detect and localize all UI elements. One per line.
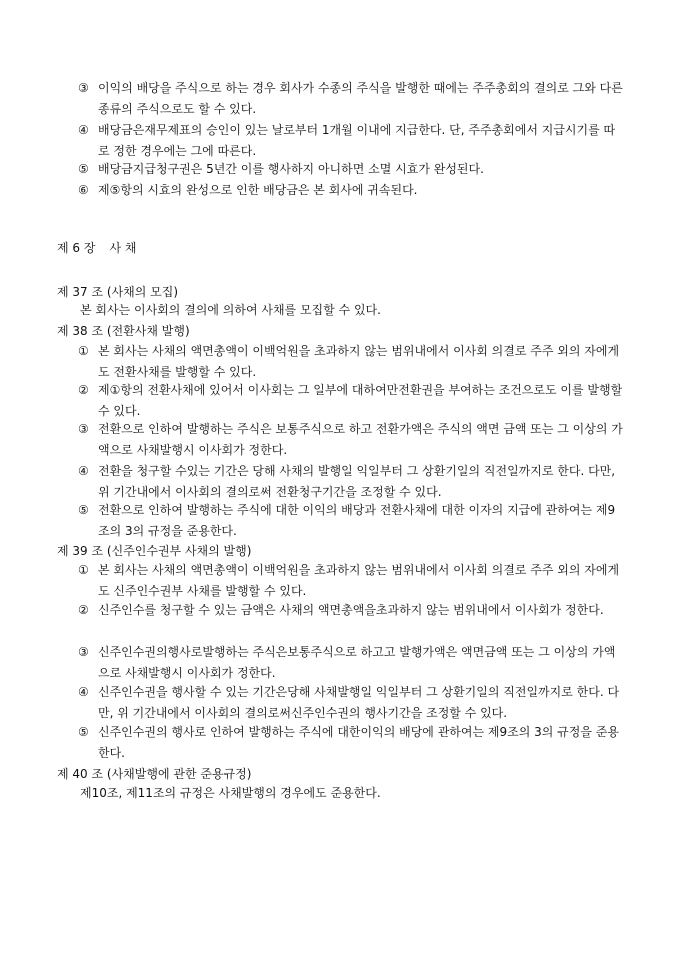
item-number: ④ — [78, 464, 89, 478]
item-text: 전환으로 인하여 발행하는 주식은 보통주식으로 하고 전환가액은 주식의 액면 금액 또는 그 이상의 가액으로 사채발행시 이사회가 정한다. — [98, 422, 623, 457]
list-item — [78, 120, 626, 162]
item-text: 본 회사는 사채의 액면총액이 이백억원을 초과하지 않는 범위내에서 이사회 의결로 주주 외의 자에게도 신주인수권부 사채를 발행할 수 있다. — [98, 563, 620, 598]
list-item — [78, 180, 626, 201]
chapter-heading — [57, 238, 136, 258]
list-item — [78, 600, 626, 621]
item-text: 전환으로 인하여 발행하는 주식에 대한 이익의 배당과 전환사채에 대한 이자의 지급에 관하여는 제9조의 3의 규정을 준용한다. — [98, 503, 616, 538]
item-text: 신주인수권의행사로발행하는 주식은보통주식으로 하고고 발행가액은 액면금액 또는 그 이상의 가액으로 사채발행시 이사회가 정한다. — [98, 645, 616, 680]
list-item — [78, 500, 626, 542]
chapter-label: 제 6 장 — [57, 241, 96, 255]
list-item — [78, 682, 626, 724]
item-text: 신주인수를 청구할 수 있는 금액은 사채의 액면총액을초과하지 않는 범위내에서 이사회가 정한다. — [98, 603, 604, 617]
item-number: ⑥ — [78, 183, 89, 197]
item-text: 제⑤항의 시효의 완성으로 인한 배당금은 본 회사에 귀속된다. — [98, 183, 418, 197]
item-text: 배당금은재무제표의 승인이 있는 날로부터 1개월 이내에 지급한다. 단, 주주총회에서 지급시기를 따로 정한 경우에는 그에 따른다. — [98, 123, 616, 158]
article-heading: 제 40 조 (사채발행에 관한 준용규정) — [57, 767, 252, 781]
list-item — [78, 560, 626, 602]
article-body: 본 회사는 이사회의 결의에 의하여 사채를 모집할 수 있다. — [80, 303, 381, 317]
item-text: 제①항의 전환사채에 있어서 이사회는 그 일부에 대하여만전환권을 부여하는 조건으로도 이를 발행할 수 있다. — [98, 383, 623, 418]
item-text: 이익의 배당을 주식으로 하는 경우 회사가 수종의 주식을 발행한 때에는 주주총회의 결의로 그와 다른 종류의 주식으로도 할 수 있다. — [98, 81, 623, 116]
item-number: ② — [78, 383, 89, 397]
article-heading: 제 37 조 (사채의 모집) — [57, 285, 179, 299]
article-heading: 제 39 조 (신주인수권부 사채의 발행) — [57, 544, 252, 558]
list-item — [78, 722, 626, 764]
item-number: ② — [78, 603, 89, 617]
article-body: 제10조, 제11조의 규정은 사채발행의 경우에도 준용한다. — [80, 786, 381, 800]
item-text: 배당금지급청구권은 5년간 이를 행사하지 아니하면 소멸 시효가 완성된다. — [98, 162, 484, 176]
item-number: ④ — [78, 685, 89, 699]
item-number: ⑤ — [78, 725, 89, 739]
item-number: ⑤ — [78, 503, 89, 517]
list-item — [78, 159, 626, 180]
article-heading: 제 38 조 (전환사채 발행) — [57, 324, 190, 338]
list-item — [78, 380, 626, 422]
list-item — [78, 78, 626, 120]
item-number: ③ — [78, 81, 89, 95]
item-text: 신주인수권의 행사로 인하여 발행하는 주식에 대한이익의 배당에 관하여는 제9조의 3의 규정을 준용한다. — [98, 725, 619, 760]
item-number: ③ — [78, 422, 89, 436]
item-number: ① — [78, 563, 89, 577]
list-item — [78, 341, 626, 383]
chapter-title: 사 채 — [109, 241, 137, 255]
item-number: ③ — [78, 645, 89, 659]
item-number: ① — [78, 344, 89, 358]
list-item — [78, 642, 626, 684]
item-number: ④ — [78, 123, 89, 137]
item-text: 본 회사는 사채의 액면총액이 이백억원을 초과하지 않는 범위내에서 이사회 의결로 주주 외의 자에게도 전환사채를 발행할 수 있다. — [98, 344, 620, 379]
item-number: ⑤ — [78, 162, 89, 176]
list-item — [78, 419, 626, 461]
list-item — [78, 461, 626, 503]
item-text: 전환을 청구할 수있는 기간은 당해 사채의 발행일 익일부터 그 상환기일의 직전일까지로 한다. 다만,위 기간내에서 이사회의 결의로써 전환청구기간을 조정할 수 있다. — [98, 464, 616, 499]
item-text: 신주인수권을 행사할 수 있는 기간은당해 사채발행일 익일부터 그 상환기일의 직전일까지로 한다. 다만, 위 기간내에서 이사회의 결의로써신주인수권의 행사기간을 조정할 수 있다. — [98, 685, 620, 720]
